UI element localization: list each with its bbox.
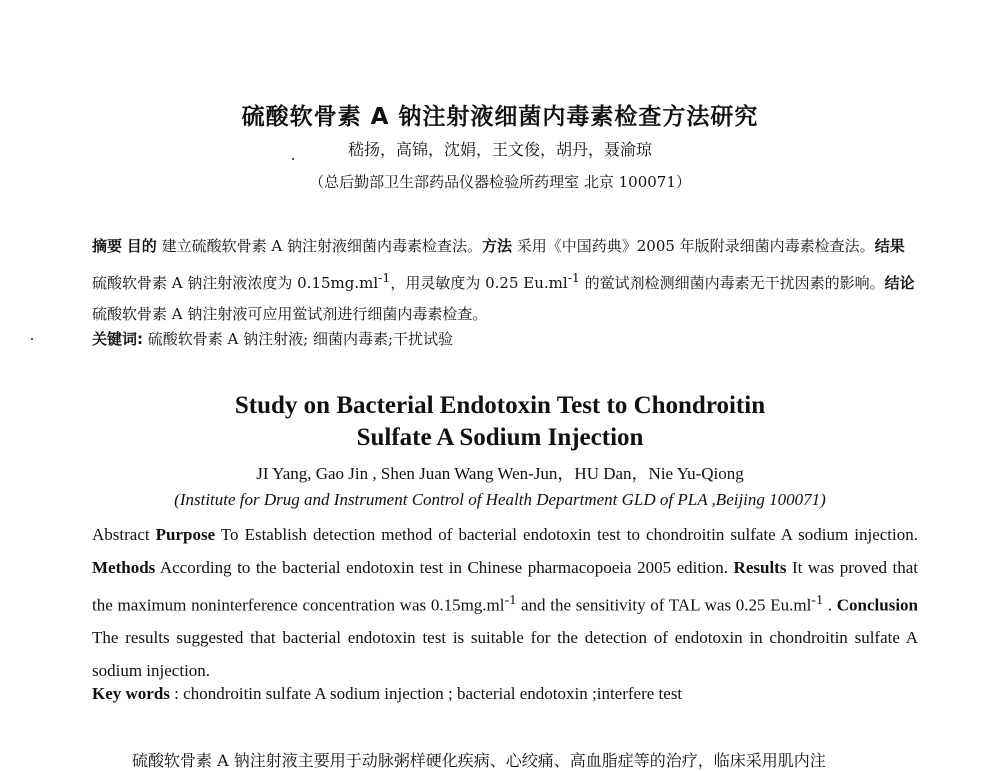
- scan-speck: [31, 338, 33, 340]
- abstract-label: 摘要: [92, 237, 123, 255]
- results-label: Results: [733, 557, 787, 577]
- chinese-keywords: [92, 328, 918, 349]
- english-keywords: [92, 684, 918, 704]
- methods-label: 方法: [481, 237, 512, 255]
- english-affiliation: (Institute for Drug and Instrument Control of Health Department GLD of PLA ,Beijing 100071): [174, 490, 826, 509]
- results-text: .: [823, 595, 837, 615]
- results-text: and the sensitivity of TAL was 0.25 Eu.ml: [516, 595, 812, 615]
- keywords-label: 关键词:: [92, 330, 143, 348]
- english-title: [0, 390, 1000, 454]
- body-text-first-line: 硫酸软骨素 A 钠注射液主要用于动脉粥样硬化疾病、心绞痛、高血脂症等的治疗，临床采用肌内注: [132, 751, 826, 770]
- methods-text: According to the bacterial endotoxin test in Chinese pharmacopoeia 2005 edition.: [155, 557, 734, 577]
- chinese-abstract: [92, 231, 918, 330]
- unit-superscript: -1: [567, 270, 580, 285]
- chinese-affiliation: （总后勤部卫生部药品仪器检验所药理室 北京 100071）: [309, 173, 691, 191]
- results-text: 硫酸软骨素 A 钠注射液浓度为 0.15mg.ml: [92, 274, 379, 292]
- methods-label: Methods: [92, 557, 156, 577]
- keywords-label: Key words: [92, 684, 170, 703]
- unit-superscript: -1: [378, 270, 391, 285]
- conclusion-label: 结论: [884, 274, 915, 292]
- chinese-authors: 嵇扬，高锦，沈娟，王文俊，胡丹，聂渝琼: [347, 140, 652, 159]
- keywords-text: 硫酸软骨素 A 钠注射液; 细菌内毒素;干扰试验: [143, 330, 454, 348]
- english-title-line: Sulfate A Sodium Injection: [356, 424, 644, 451]
- purpose-label: 目的: [126, 237, 157, 255]
- unit-superscript: -1: [504, 592, 517, 608]
- results-text: ，用灵敏度为 0.25 Eu.ml: [390, 274, 568, 292]
- conclusion-label: Conclusion: [836, 595, 918, 615]
- chinese-title: 硫酸软骨素 A 钠注射液细菌内毒素检查方法研究: [241, 104, 759, 130]
- english-title-line: Study on Bacterial Endotoxin Test to Chondroitin: [234, 392, 766, 419]
- conclusion-text: The results suggested that bacterial endotoxin test is suitable for the detection of endotoxin in chondroitin sulfate A sodium injection.: [92, 628, 918, 680]
- scan-speck: [292, 158, 294, 160]
- unit-superscript: -1: [811, 592, 824, 608]
- results-text: 的鲎试剂检测细菌内毒素无干扰因素的影响。: [579, 274, 885, 292]
- keywords-text: : chondroitin sulfate A sodium injection ; bacterial endotoxin ;interfere test: [169, 684, 683, 703]
- english-authors: JI Yang, Gao Jin , Shen Juan Wang Wen-Jun，HU Dan，Nie Yu-Qiong: [256, 464, 744, 483]
- purpose-label: Purpose: [155, 525, 216, 544]
- purpose-text: To Establish detection method of bacterial endotoxin test to chondroitin sulfate A sodium injection.: [215, 525, 918, 544]
- abstract-lead: Abstract: [92, 525, 156, 544]
- purpose-text: 建立硫酸软骨素 A 钠注射液细菌内毒素检查法。: [156, 237, 482, 255]
- english-abstract: [92, 519, 918, 687]
- conclusion-text: 硫酸软骨素 A 钠注射液可应用鲎试剂进行细菌内毒素检查。: [92, 305, 488, 323]
- methods-text: 采用《中国药典》2005 年版附录细菌内毒素检查法。: [511, 237, 875, 255]
- results-label: 结果: [874, 237, 905, 255]
- results-text: It was proved that the maximum noninterference concentration was 0.15mg.ml: [92, 557, 918, 615]
